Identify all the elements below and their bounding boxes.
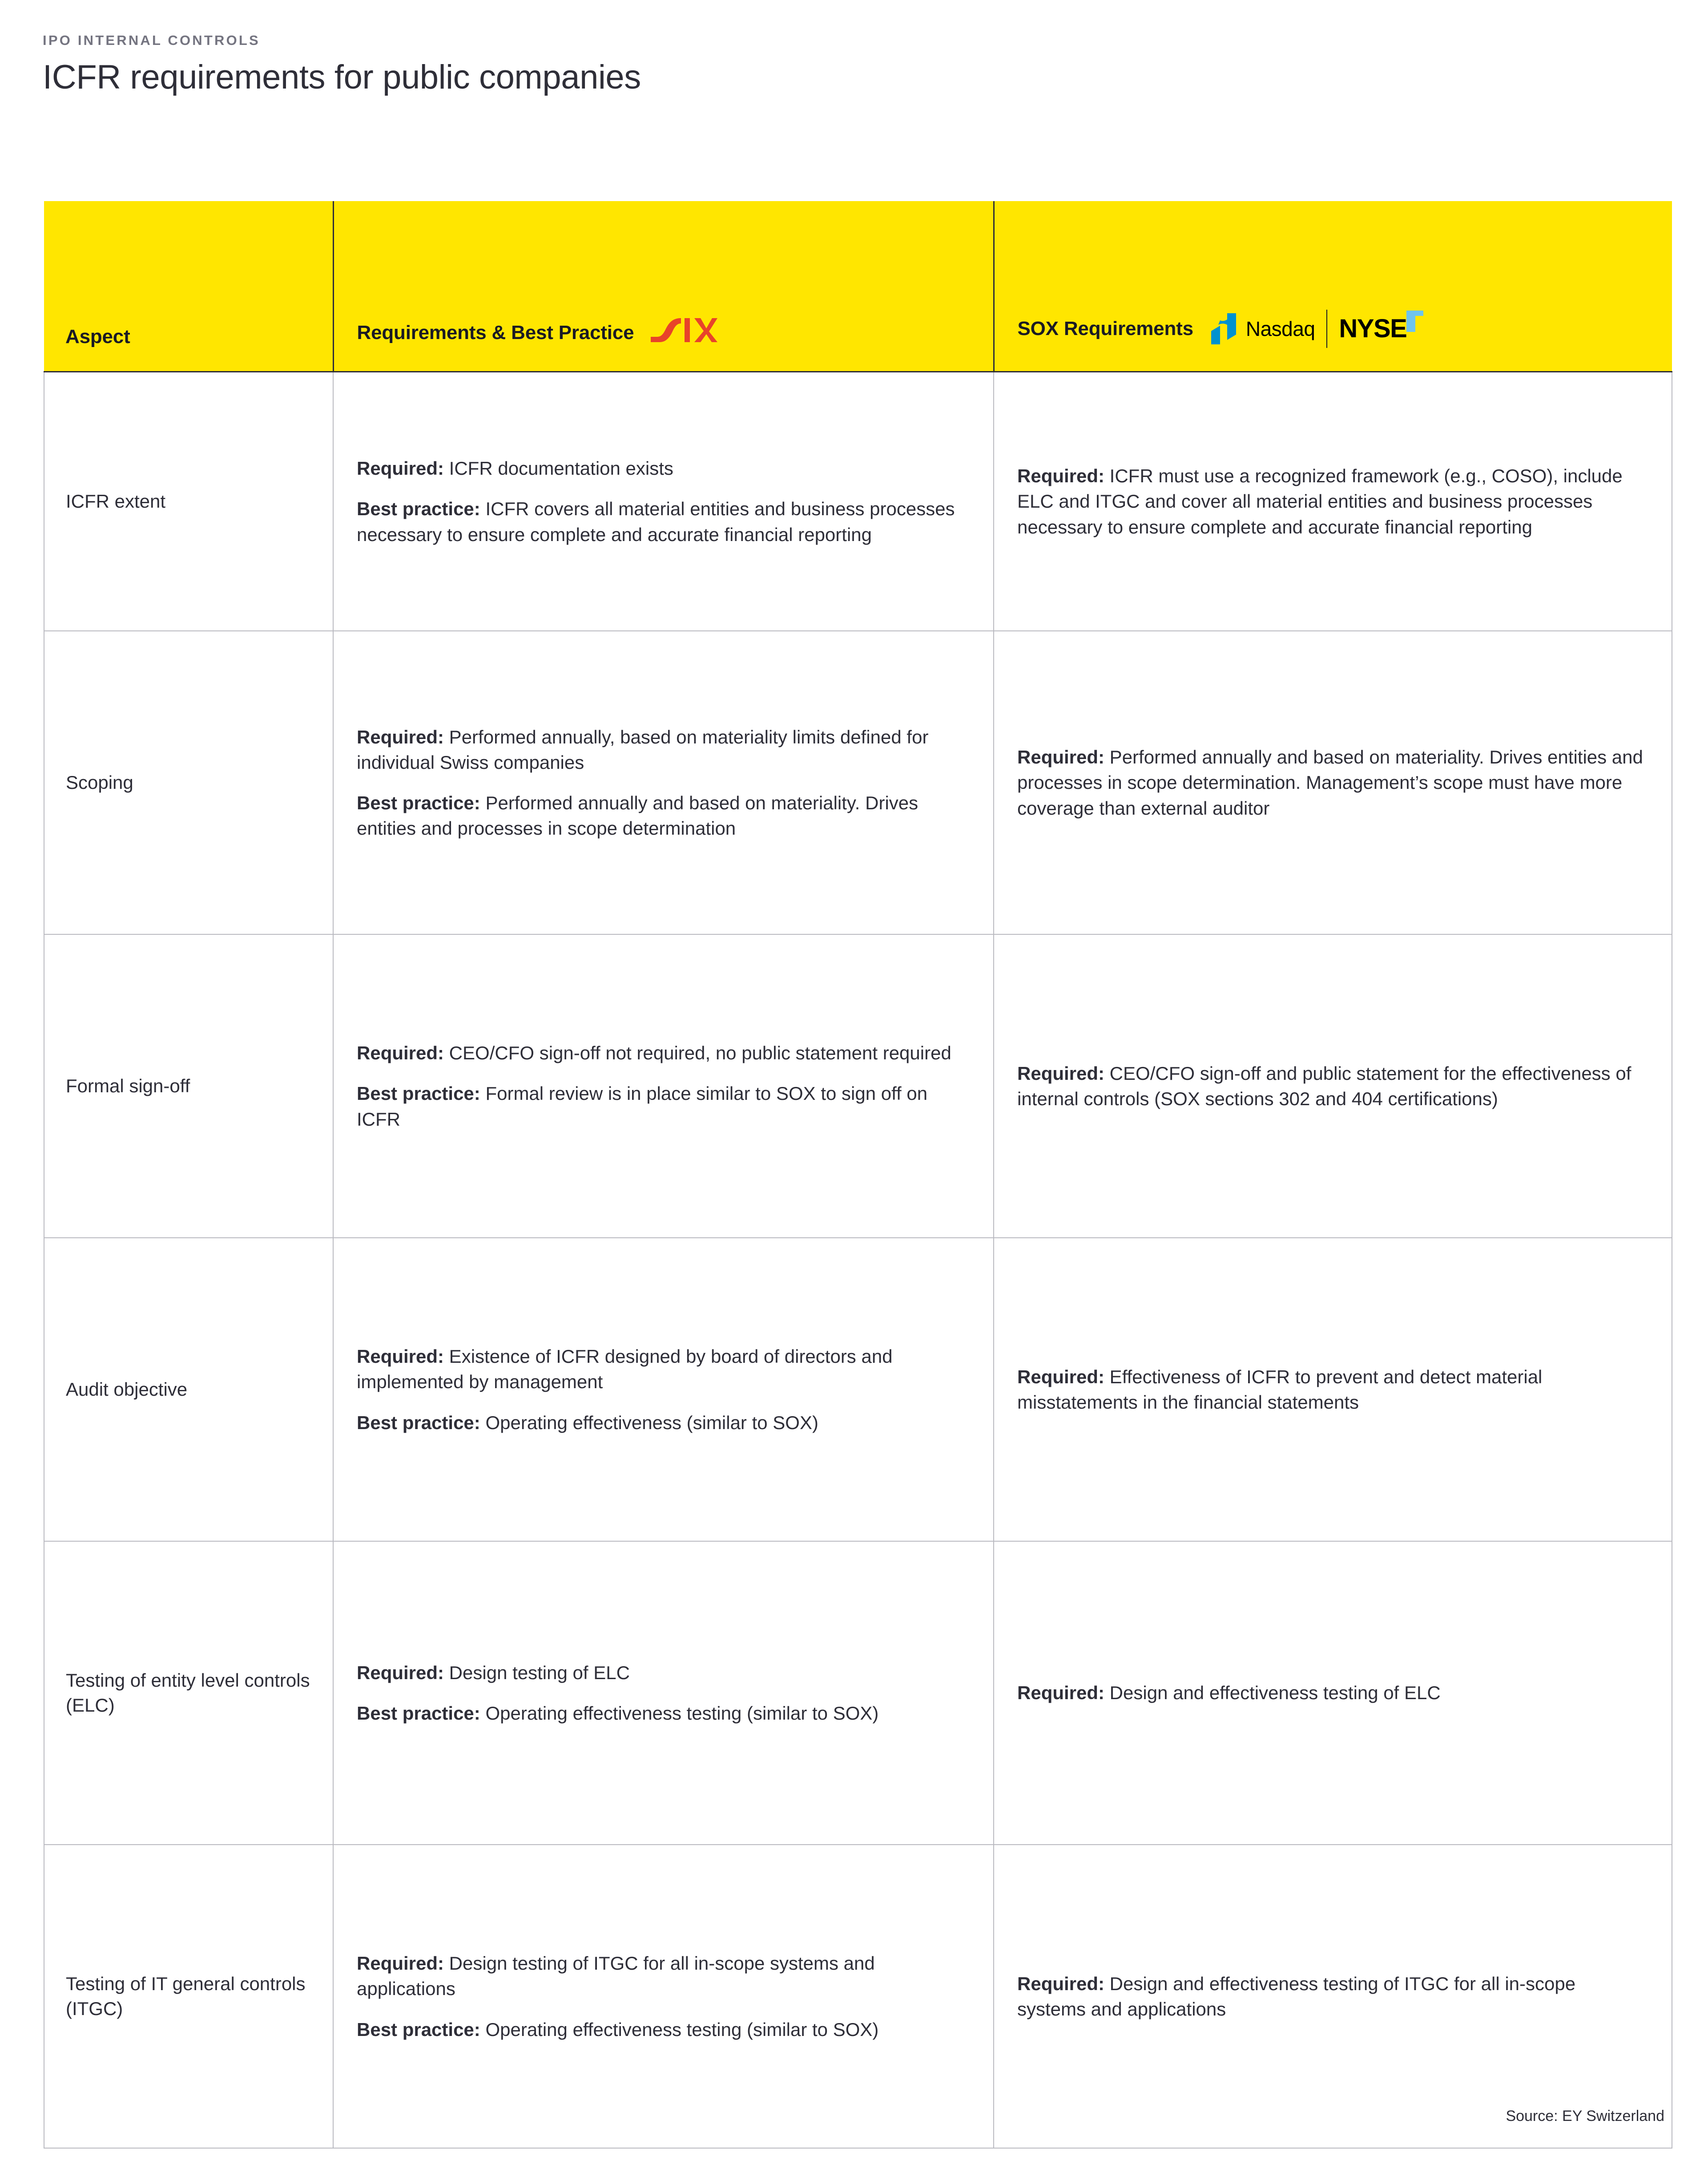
table-body bbox=[44, 372, 1672, 2149]
table-row bbox=[44, 1541, 1672, 1845]
column-header-requirements bbox=[333, 201, 994, 372]
table-header bbox=[44, 201, 1672, 372]
requirement-entry-lead: Required: bbox=[1017, 1682, 1105, 1704]
column-header-aspect-label: Aspect bbox=[65, 326, 130, 347]
requirement-entry bbox=[1017, 463, 1647, 539]
cell-requirements-best-practice bbox=[333, 934, 994, 1238]
source-note: Source: EY Switzerland bbox=[1506, 2108, 1664, 2124]
cell-requirements-best-practice bbox=[333, 1238, 994, 1541]
requirement-entry bbox=[357, 456, 968, 481]
requirement-entry bbox=[1017, 744, 1647, 820]
six-logo bbox=[650, 317, 717, 348]
requirement-entry-text: Performed annually and based on materiality. Drives entities and processes in scope determination. Management’s scope must have more coverage than external auditor bbox=[1017, 747, 1643, 819]
page-header bbox=[43, 32, 1644, 96]
requirement-entry-text: Design testing of ITGC for all in-scope systems and applications bbox=[357, 1953, 875, 1999]
requirement-entry bbox=[357, 1700, 968, 1726]
requirement-entry-lead: Required: bbox=[357, 1346, 444, 1367]
requirement-entry-lead: Best practice: bbox=[357, 1083, 480, 1104]
requirement-entry bbox=[357, 2017, 968, 2042]
table-row bbox=[44, 934, 1672, 1238]
requirement-entry-lead: Required: bbox=[1017, 1973, 1105, 1994]
requirement-entry-lead: Required: bbox=[1017, 1366, 1105, 1387]
nasdaq-logo bbox=[1209, 311, 1315, 346]
cell-aspect: Formal sign-off bbox=[44, 934, 333, 1238]
requirement-entry bbox=[1017, 1680, 1647, 1705]
requirement-entry-lead: Best practice: bbox=[357, 1703, 480, 1724]
requirement-entry-lead: Best practice: bbox=[357, 792, 480, 813]
requirement-entry-lead: Required: bbox=[1017, 1062, 1105, 1084]
requirement-entry-text: Effectiveness of ICFR to prevent and detect material misstatements in the financial statements bbox=[1017, 1366, 1543, 1413]
requirement-entry bbox=[357, 1660, 968, 1685]
requirement-entry-text: CEO/CFO sign-off and public statement for the effectiveness of internal controls (SOX sections 302 and 404 certifications) bbox=[1017, 1062, 1631, 1109]
column-header-sox bbox=[994, 201, 1672, 372]
cell-sox-requirements bbox=[994, 1845, 1672, 2148]
requirement-entry-text: Operating effectiveness testing (similar to SOX) bbox=[480, 1703, 879, 1724]
icfr-comparison-table bbox=[44, 201, 1672, 2149]
requirement-entry-lead: Required: bbox=[357, 1953, 444, 1974]
cell-requirements-best-practice bbox=[333, 372, 994, 631]
requirement-entry bbox=[357, 1344, 968, 1394]
table-header-row bbox=[44, 201, 1672, 372]
requirement-entry-text: Design testing of ELC bbox=[444, 1662, 630, 1683]
requirement-entry-text: Performed annually, based on materiality limits defined for individual Swiss companies bbox=[357, 726, 929, 773]
table-row bbox=[44, 1238, 1672, 1541]
requirement-entry-lead: Required: bbox=[1017, 465, 1105, 487]
requirement-entry-text: Design and effectiveness testing of ITGC for all in-scope systems and applications bbox=[1017, 1973, 1576, 2019]
requirement-entry-text: ICFR documentation exists bbox=[444, 458, 673, 479]
requirement-entry bbox=[357, 790, 968, 841]
requirement-entry bbox=[357, 724, 968, 775]
cell-requirements-best-practice bbox=[333, 1541, 994, 1845]
requirement-entry-lead: Required: bbox=[357, 726, 444, 747]
requirement-entry bbox=[357, 1951, 968, 2001]
requirement-entry-lead: Required: bbox=[357, 1042, 444, 1064]
cell-sox-requirements bbox=[994, 1238, 1672, 1541]
nyse-wordmark: NYSE bbox=[1339, 314, 1407, 343]
requirement-entry-lead: Required: bbox=[357, 1662, 444, 1683]
nasdaq-wordmark: Nasdaq bbox=[1245, 317, 1315, 340]
column-header-aspect bbox=[44, 201, 333, 372]
nyse-logo bbox=[1339, 316, 1424, 342]
requirement-entry-lead: Best practice: bbox=[357, 498, 480, 520]
requirement-entry-text: ICFR must use a recognized framework (e.g., COSO), include ELC and ITGC and cover all material entities and business processes necessary to ensure complete and accurate financial reporting bbox=[1017, 465, 1623, 537]
requirement-entry-text: ICFR covers all material entities and business processes necessary to ensure complete and accurate financial reporting bbox=[357, 498, 955, 545]
cell-aspect: Scoping bbox=[44, 631, 333, 934]
requirement-entry bbox=[1017, 1971, 1647, 2022]
requirement-entry-lead: Best practice: bbox=[357, 2019, 480, 2040]
requirement-entry-text: Operating effectiveness (similar to SOX) bbox=[480, 1412, 818, 1433]
requirement-entry bbox=[1017, 1364, 1647, 1415]
cell-requirements-best-practice bbox=[333, 631, 994, 934]
table-row bbox=[44, 631, 1672, 934]
requirement-entry-text: Design and effectiveness testing of ELC bbox=[1104, 1682, 1441, 1704]
cell-aspect: ICFR extent bbox=[44, 372, 333, 631]
requirement-entry bbox=[357, 496, 968, 547]
cell-sox-requirements bbox=[994, 631, 1672, 934]
requirement-entry-lead: Required: bbox=[1017, 747, 1105, 768]
table-row bbox=[44, 372, 1672, 631]
cell-sox-requirements bbox=[994, 1541, 1672, 1845]
table-row bbox=[44, 1845, 1672, 2148]
cell-sox-requirements bbox=[994, 372, 1672, 631]
requirement-entry-lead: Required: bbox=[357, 458, 444, 479]
cell-aspect: Testing of IT general controls (ITGC) bbox=[44, 1845, 333, 2148]
requirement-entry-text: Formal review is in place similar to SOX to sign off on ICFR bbox=[357, 1083, 928, 1130]
requirement-entry bbox=[357, 1081, 968, 1131]
column-header-requirements-label: Requirements & Best Practice bbox=[357, 321, 634, 343]
requirement-entry bbox=[1017, 1061, 1647, 1111]
requirement-entry bbox=[357, 1040, 968, 1066]
page-title: ICFR requirements for public companies bbox=[43, 58, 641, 97]
cell-aspect: Audit objective bbox=[44, 1238, 333, 1541]
eyebrow-label: IPO INTERNAL CONTROLS bbox=[43, 32, 260, 48]
requirement-entry-text: Existence of ICFR designed by board of directors and implemented by management bbox=[357, 1346, 893, 1393]
requirement-entry-text: CEO/CFO sign-off not required, no public statement required bbox=[444, 1042, 951, 1064]
cell-sox-requirements bbox=[994, 934, 1672, 1238]
requirement-entry bbox=[357, 1410, 968, 1435]
icfr-comparison-table-wrapper bbox=[44, 201, 1672, 2149]
column-header-sox-label: SOX Requirements bbox=[1017, 318, 1193, 339]
exchange-logo-group bbox=[1209, 310, 1425, 348]
cell-requirements-best-practice bbox=[333, 1845, 994, 2148]
requirement-entry-text: Operating effectiveness testing (similar to SOX) bbox=[480, 2019, 879, 2040]
logo-divider bbox=[1326, 310, 1327, 348]
requirement-entry-text: Performed annually and based on materiality. Drives entities and processes in scope determination bbox=[357, 792, 918, 839]
cell-aspect: Testing of entity level controls (ELC) bbox=[44, 1541, 333, 1845]
requirement-entry-lead: Best practice: bbox=[357, 1412, 480, 1433]
